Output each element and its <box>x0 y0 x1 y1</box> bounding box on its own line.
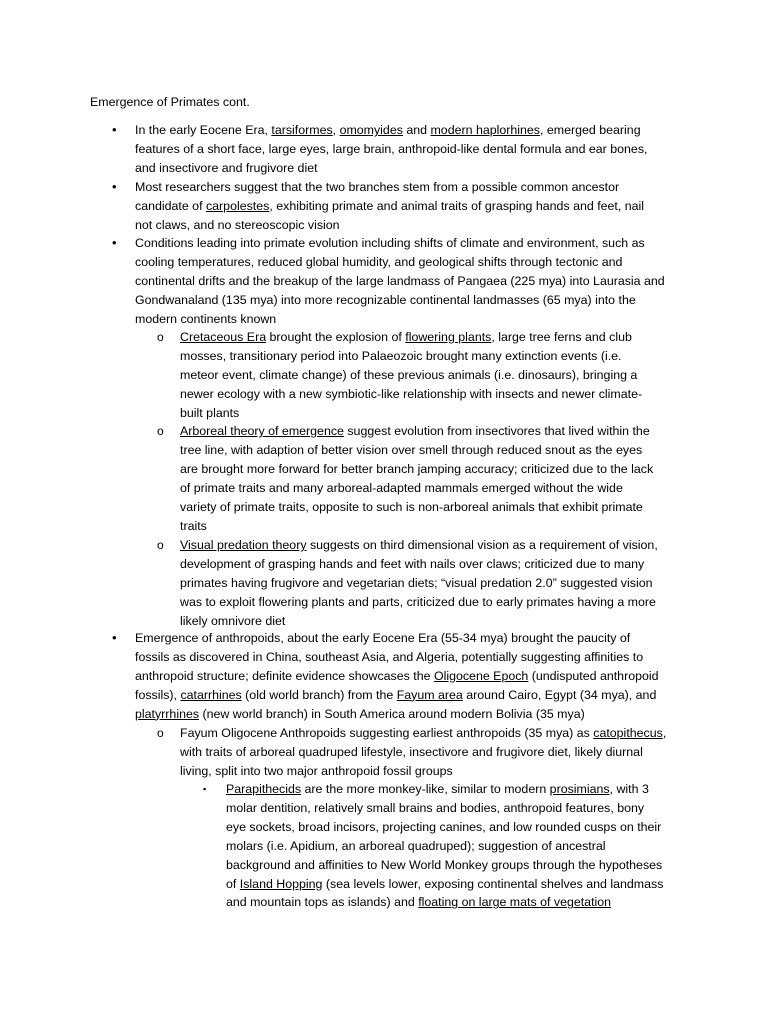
text-line: of primate traits and many arboreal-adapted mammals emerged without the wide <box>180 480 623 495</box>
text-line: Gondwanaland (135 mya) into more recognizable continental landmasses (65 mya) into the <box>135 292 636 307</box>
text-line: meteor event, climate change) of these previous animals (i.e. dinosaurs), bringing a <box>180 367 638 382</box>
term-omomyides: omomyides <box>339 123 403 137</box>
sub-bullet-item <box>157 724 680 781</box>
text-line: background and affinities to New World Monkey groups through the hypotheses <box>226 857 663 872</box>
text-line: In the early Eocene Era, tarsiformes, omomyides and modern haplorhines, emerged bearing <box>135 123 641 137</box>
term-prosimians: prosimians <box>549 782 610 796</box>
text-line: was to exploit flowering plants and parts, criticized due to early primates having a more <box>180 594 656 609</box>
text-line: candidate of carpolestes, exhibiting primate and animal traits of grasping hands and feet, nail <box>135 198 645 213</box>
text-line: fossils), catarrhines (old world branch) from the Fayum area around Cairo, Egypt (34 mya), and <box>135 687 657 702</box>
text-line: with traits of arboreal quadruped lifestyle, insectivore and frugivore diet, likely diurnal <box>180 744 643 759</box>
text-line: platyrrhines (new world branch) in South America around modern Bolivia (35 mya) <box>135 706 585 721</box>
bullet-item <box>112 629 683 724</box>
text-line: newer ecology with a new symbiotic-like relationship with insects and newer climate- <box>180 386 643 401</box>
bullet-marker: • <box>112 122 117 137</box>
text-line: mosses, transitionary period into Palaeozoic brought many extinction events (i.e. <box>180 348 622 363</box>
term-platyrrhines: platyrrhines <box>135 706 200 721</box>
text-line: Fayum Oligocene Anthropoids suggesting earliest anthropoids (35 mya) as catopithecus, <box>180 726 667 740</box>
text-line: anthropoid structure; definite evidence showcases the Oligocene Epoch (undisputed anthropoid <box>135 668 659 683</box>
term-cretaceous-era: Cretaceous Era <box>180 330 267 344</box>
text-line: features of a short face, large eyes, large brain, anthropoid-like dental formula and ear bones, <box>135 141 648 156</box>
text-line: likely omnivore diet <box>180 613 286 628</box>
text-line: traits <box>180 518 207 533</box>
term-arboreal-theory: Arboreal theory of emergence <box>180 424 344 438</box>
square-bullet-marker: ▪ <box>203 784 207 794</box>
text-line: of Island Hopping (sea levels lower, exposing continental shelves and landmass <box>226 876 664 891</box>
text-line: continental drifts and the breakup of the large landmass of Pangaea (225 mya) into Laurasia and <box>135 273 665 288</box>
text-line: built plants <box>180 405 240 420</box>
bullet-item <box>112 178 683 235</box>
term-oligocene-epoch: Oligocene Epoch <box>433 668 529 683</box>
text-line: Arboreal theory of emergence suggest evolution from insectivores that lived within the <box>180 424 650 438</box>
text-line: are brought more forward for better branch jamping accuracy; criticized due to the lack <box>180 461 654 476</box>
text-line: living, split into two major anthropoid fossil groups <box>180 763 453 778</box>
bullet-marker: • <box>112 630 117 645</box>
term-island-hopping: Island Hopping <box>239 876 323 891</box>
text-line: not claws, and no stereoscopic vision <box>135 217 340 232</box>
term-modern-haplorhines: modern haplorhines <box>430 123 541 137</box>
text-line: modern continents known <box>135 311 277 326</box>
text-line: tree line, with adaption of better vision over smell through reduced snout as the eyes <box>180 442 643 457</box>
term-floating-mats: floating on large mats of vegetation <box>418 895 612 910</box>
sub-bullet-marker: o <box>157 538 164 552</box>
bullet-marker: • <box>112 235 117 250</box>
text-line: molar dentition, relatively small brains and bodies, anthropoid features, bony <box>226 800 645 815</box>
text-line: eye sockets, broad incisors, projecting canines, and low rounded cusps on their <box>226 819 662 834</box>
text-line: development of grasping hands and feet with nails over claws; criticized due to many <box>180 556 645 571</box>
text-line: molars (i.e. Apidium, an arboreal quadruped); suggestion of ancestral <box>226 838 606 853</box>
sub-bullet-marker: o <box>157 726 164 740</box>
term-flowering-plants: flowering plants <box>405 330 492 344</box>
text-line: fossils as discovered in China, southeast Asia, and Algeria, potentially suggesting affinities to <box>135 649 644 664</box>
sub-sub-bullet-item <box>203 780 682 912</box>
text-line: Most researchers suggest that the two branches stem from a possible common ancestor <box>135 180 620 194</box>
sub-bullet-item <box>157 536 680 631</box>
text-line: primates having frugivore and vegetarian diets; “visual predation 2.0” suggested vision <box>180 575 653 590</box>
text-line: Emergence of anthropoids, about the early Eocene Era (55-34 mya) brought the paucity of <box>135 631 631 645</box>
term-visual-predation-theory: Visual predation theory <box>180 538 307 552</box>
sub-bullet-marker: o <box>157 424 164 438</box>
term-parapithecids: Parapithecids <box>226 782 302 796</box>
bullet-marker: • <box>112 179 117 194</box>
page-title: Emergence of Primates cont. <box>90 95 250 109</box>
term-tarsiformes: tarsiformes <box>271 123 333 137</box>
term-catopithecus: catopithecus <box>593 726 663 740</box>
sub-bullet-marker: o <box>157 330 164 344</box>
text-line: Cretaceous Era brought the explosion of flowering plants, large tree ferns and club <box>180 330 632 344</box>
bullet-item <box>112 234 683 329</box>
text-line: and insectivore and frugivore diet <box>135 160 318 175</box>
sub-bullet-item <box>157 328 680 423</box>
sub-bullet-item <box>157 422 680 535</box>
text-line: Parapithecids are the more monkey-like, similar to modern prosimians, with 3 <box>226 782 649 796</box>
bullet-item <box>112 121 683 178</box>
text-line: Visual predation theory suggests on third dimensional vision as a requirement of vision, <box>180 538 658 552</box>
text-line: and mountain tops as islands) and floating on large mats of vegetation <box>226 895 612 910</box>
term-carpolestes: carpolestes <box>205 198 270 213</box>
text-line: Conditions leading into primate evolution including shifts of climate and environment, such as <box>135 236 645 250</box>
text-line: cooling temperatures, reduced global humidity, and geological shifts through tectonic and <box>135 254 623 269</box>
term-catarrhines: catarrhines <box>180 687 242 702</box>
text-line: variety of primate traits, opposite to such is non-arboreal animals that exhibit primate <box>180 499 643 514</box>
term-fayum-area: Fayum area <box>396 687 463 702</box>
